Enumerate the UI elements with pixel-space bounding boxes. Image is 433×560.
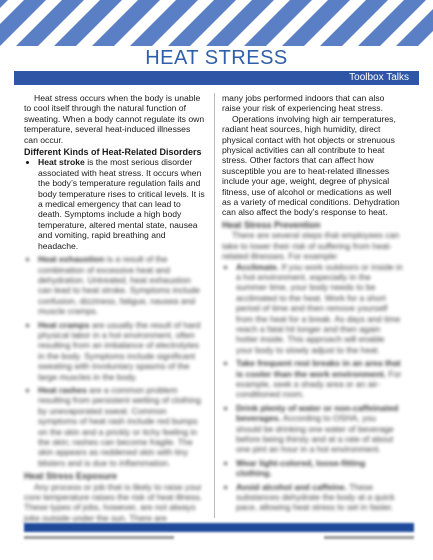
term-description: is the most serious disorder associated with heat stress. It occurs when the body’s temperature regulation fails and body temperature rises to critical levels. It is a medical emergency that can lead to death. Symptoms include a high body temperature, altered mental state, nausea and vomiting, rapid breathing and headache. — [38, 157, 205, 251]
footer-text-right — [324, 536, 414, 539]
footer-bar — [24, 523, 414, 532]
footer-text-left — [24, 536, 174, 539]
tip-description: If you work outdoors or inside in a hot environment, especially in the summer time, your body needs to be acclimated to the heat. Work for a short period of time and then remove yourself from the heat for a break. As days and time reach a fatal hit longer and then again hotter inside. This approach will enable your body to slowly adjust to the heat. — [236, 261, 403, 355]
list-item — [38, 157, 205, 251]
tip-rest-breaks: Take frequent rest breaks in an area that is cooler than the work environment. — [236, 358, 401, 379]
tip-clothing: Wear light-colored, loose-fitting clothing. — [236, 457, 366, 479]
tip-acclimate: Acclimate. — [236, 261, 279, 272]
list-item — [38, 320, 205, 382]
term-description: is a result of the combination of excessive heat and dehydration. Untreated, heat exhaustion can lead to heat stroke. Symptoms include confusion, dizziness, fatigue, nausea and muscle cramps. — [38, 254, 200, 317]
tip-description: These substances dehydrate the body at a quick pace, allowing heat stress to set in faster. — [236, 481, 395, 513]
list-item — [236, 458, 403, 479]
list-item — [236, 358, 403, 400]
right-column — [222, 93, 403, 516]
hazard-stripe-graphic — [0, 0, 433, 46]
tip-drink-water: Drink plenty of water or non-caffeinated beverages. — [236, 402, 399, 424]
section-heading-prevention: Heat Stress Prevention — [222, 219, 321, 230]
tip-description: For example, seek a shady area or an air-conditioned room. — [236, 368, 402, 400]
section-heading-exposure: Heat Stress Exposure — [24, 471, 118, 482]
footer-fine-print — [24, 536, 414, 541]
term-description: are a common problem resulting from persistent wetting of clothing by unevaporated sweat. Common symptoms of heat rash include red bumps on the skin and a prickly or itchy feeling in the skin; rashes can become fragile. The skin appears as reddened skin with tiny blisters and is due to inflammation. — [38, 384, 201, 468]
list-item — [38, 385, 205, 468]
intro-paragraph: Heat stress occurs when the body is unable to cool itself through the natural function of sweating. When a body cannot regulate its own temperature, several heat-induced illnesses can occur. — [24, 93, 205, 145]
list-item — [236, 403, 403, 455]
list-item — [38, 254, 205, 316]
content-columns — [24, 93, 414, 523]
tip-description: According to OSHA, you should be drinking one water of beverage before being thirsty and at a rate of about one pint an hour in a hot environment. — [236, 413, 394, 455]
section-heading-disorders: Different Kinds of Heat-Related Disorders — [24, 147, 202, 158]
term-description: are usually the result of hard physical labor in a hot environment, often resulting from an imbalance of electrolytes in the body. Symptoms include significant sweating with involuntary spasms of the large muscles in the body. — [38, 319, 201, 382]
list-item — [236, 262, 403, 356]
term-heat-exhaustion: Heat exhaustion — [38, 254, 105, 265]
page-title: HEAT STRESS — [145, 47, 288, 69]
factors-paragraph: Operations involving high air temperatures, radiant heat sources, high humidity, direct physical contact with hot objects or strenuous physical activities can all contribute to heat stress. Other factors that can affect how susceptible you are to heat-related illnesses include your age, weight, degree of physical fitness, use of alcohol or medications as well as a variety of medical conditions. Dehydration can also affect the body’s response to heat. — [222, 113, 400, 218]
list-item — [236, 482, 403, 513]
column-divider — [214, 93, 215, 518]
term-heat-stroke: Heat stroke — [38, 157, 85, 168]
tip-avoid-alcohol: Avoid alcohol and caffeine. — [236, 481, 347, 492]
disorders-list — [24, 157, 205, 468]
subtitle-text: Toolbox Talks — [349, 72, 409, 83]
term-heat-rashes: Heat rashes — [38, 384, 87, 395]
left-column — [24, 93, 205, 523]
hazard-stripe-band — [0, 0, 433, 46]
continued-paragraph: many jobs performed indoors that can also raise your risk of experiencing heat stress. — [222, 93, 385, 114]
subtitle-banner — [14, 71, 419, 85]
prevention-list — [222, 262, 403, 513]
prevention-intro: There are several steps that employees can take to lower their risk of suffering from heat-related illnesses. For example: — [222, 230, 400, 262]
term-heat-cramps: Heat cramps — [38, 319, 90, 330]
exposure-paragraph: Any process or job that is likely to raise your core temperature raises the risk of heat illness. These types of jobs, however, are not always jobs outside under the sun. There are — [24, 481, 203, 523]
